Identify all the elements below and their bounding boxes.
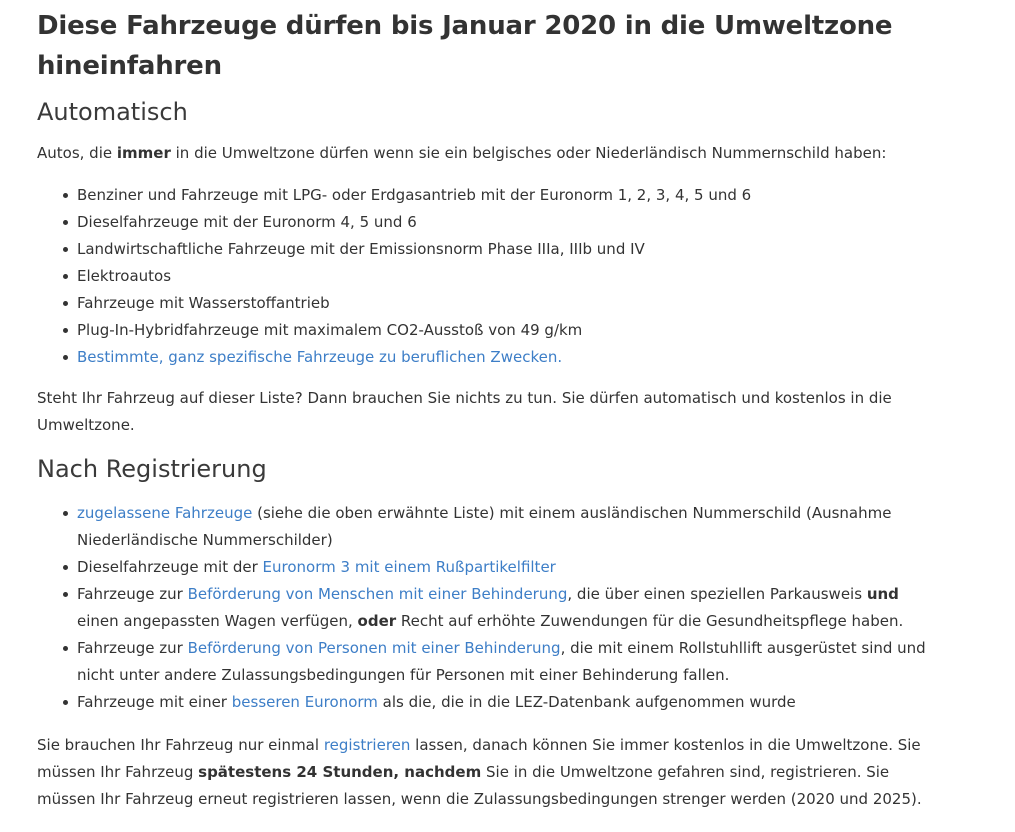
intro-text-pre: Autos, die	[37, 144, 117, 162]
final-text-pre: Sie brauchen Ihr Fahrzeug nur einmal	[37, 736, 324, 754]
disabled-people-transport-link[interactable]: Beförderung von Menschen mit einer Behinderung	[187, 585, 568, 603]
list-item: Fahrzeuge mit Wasserstoffantrieb	[77, 290, 937, 317]
intro-text-post: in die Umweltzone dürfen wenn sie ein belgisches oder Niederländisch Nummernschild haben:	[170, 144, 887, 162]
section-heading-registration: Nach Registrierung	[37, 455, 267, 483]
specific-vehicles-link[interactable]: Bestimmte, ganz spezifische Fahrzeuge zu beruflichen Zwecken.	[77, 348, 563, 366]
item-text: Recht auf erhöhte Zuwendungen für die Gesundheitspflege haben.	[396, 612, 904, 630]
list-item	[77, 689, 937, 716]
list-item	[77, 635, 937, 689]
list-item	[77, 554, 937, 581]
approved-vehicles-link[interactable]: zugelassene Fahrzeuge	[77, 504, 253, 522]
bold-und: und	[866, 585, 899, 603]
final-text-mid: lassen, danach können Sie immer kostenlos in die Umweltzone. Sie müssen Ihr Fahrzeug	[37, 736, 921, 781]
intro-bold-immer: immer	[116, 144, 171, 162]
list-item: Elektroautos	[77, 263, 937, 290]
item-text: Dieselfahrzeuge mit der	[77, 558, 263, 576]
final-text-post: Sie in die Umweltzone gefahren sind, registrieren. Sie müssen Ihr Fahrzeug erneut registrieren lassen, wenn die Zulassungsbedingungen strenger werden (2020 und 2025).	[37, 763, 922, 808]
item-text: als die, die in die LEZ-Datenbank aufgenommen wurde	[377, 693, 796, 711]
page-title: Diese Fahrzeuge dürfen bis Januar 2020 in die Umweltzone hineinfahren	[37, 11, 893, 81]
bold-oder: oder	[357, 612, 397, 630]
better-euronorm-link[interactable]: besseren Euronorm	[231, 693, 378, 711]
item-text: , die mit einem Rollstuhllift ausgerüstet sind und nicht unter andere Zulassungsbedingungen für Personen mit einer Behinderung fallen.	[77, 639, 926, 684]
list-item	[77, 500, 937, 554]
list-item: Plug-In-Hybridfahrzeuge mit maximalem CO2-Ausstoß von 49 g/km	[77, 317, 937, 344]
section-heading-automatic: Automatisch	[37, 98, 188, 126]
registration-final-text	[37, 732, 937, 813]
list-item: Landwirtschaftliche Fahrzeuge mit der Emissionsnorm Phase IIIa, IIIb und IV	[77, 236, 937, 263]
item-text: einen angepassten Wagen verfügen,	[77, 612, 358, 630]
automatic-after-text: Steht Ihr Fahrzeug auf dieser Liste? Dann brauchen Sie nichts zu tun. Sie dürfen automatisch und kostenlos in die Umweltzone.	[37, 389, 892, 434]
list-item: Benziner und Fahrzeuge mit LPG- oder Erdgasantrieb mit der Euronorm 1, 2, 3, 4, 5 und 6	[77, 182, 937, 209]
registration-vehicle-list	[37, 500, 937, 716]
item-text: Fahrzeuge mit einer	[77, 693, 232, 711]
item-text: Fahrzeuge zur	[77, 639, 188, 657]
automatic-vehicle-list	[37, 182, 937, 371]
list-item	[77, 581, 937, 635]
item-text: Fahrzeuge zur	[77, 585, 188, 603]
item-text: , die über einen speziellen Parkausweis	[567, 585, 867, 603]
euronorm3-filter-link[interactable]: Euronorm 3 mit einem Rußpartikelfilter	[262, 558, 556, 576]
list-item	[77, 344, 937, 371]
item-text: (siehe die oben erwähnte Liste) mit einem ausländischen Nummerschild (Ausnahme Niederländische Nummerschilder)	[77, 504, 892, 549]
register-link[interactable]: registrieren	[323, 736, 411, 754]
disabled-persons-transport-link[interactable]: Beförderung von Personen mit einer Behinderung	[187, 639, 561, 657]
list-item: Dieselfahrzeuge mit der Euronorm 4, 5 und 6	[77, 209, 937, 236]
final-bold-deadline: spätestens 24 Stunden, nachdem	[198, 763, 482, 781]
automatic-intro	[37, 140, 937, 167]
